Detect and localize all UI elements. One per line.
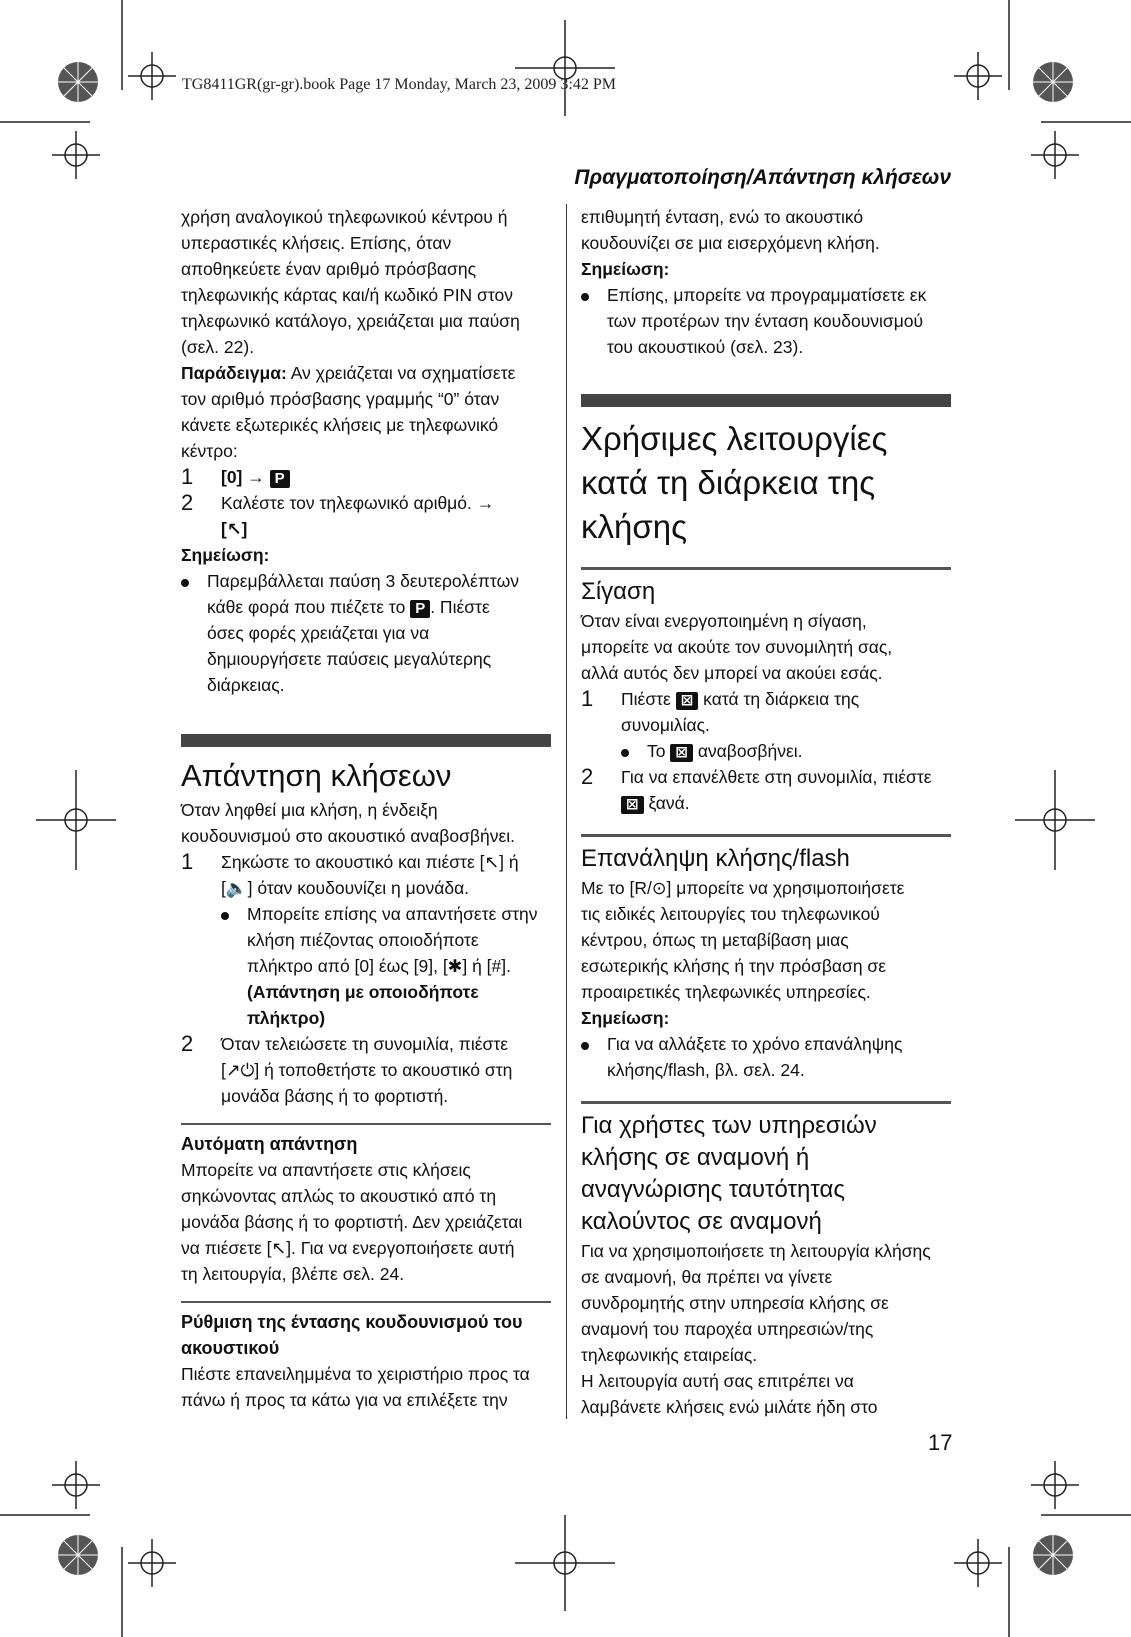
- step-text: ξανά.: [643, 793, 690, 813]
- title-line: αναγνώρισης ταυτότητας: [581, 1176, 845, 1203]
- note-line: κλήσης/flash, βλ. σελ. 24.: [607, 1060, 805, 1080]
- title-line: κλήσης: [581, 508, 687, 545]
- answer-intro: Όταν ληφθεί μια κλήση, η ένδειξη: [181, 800, 438, 820]
- left-column: [181, 204, 551, 1413]
- step-text: Σηκώστε το ακουστικό και πιέστε [↖] ή: [221, 852, 519, 872]
- intro-line: υπεραστικές κλήσεις. Επίσης, όταν: [181, 233, 452, 253]
- step-text: Όταν τελειώσετε τη συνομιλία, πιέστε: [221, 1034, 509, 1054]
- mute-title: Σίγαση: [581, 567, 951, 608]
- example-step-2: [181, 490, 551, 542]
- auto-line: τη λειτουργία, βλέπε σελ. 24.: [181, 1264, 405, 1284]
- bullet-icon: [581, 282, 607, 360]
- bullet-icon: [621, 738, 647, 764]
- step-text: Καλέστε τον τηλεφωνικό αριθμό. →: [221, 493, 495, 513]
- redial-line: κέντρου, όπως τη μεταβίβαση μιας: [581, 930, 849, 950]
- page-number: 17: [928, 1430, 953, 1455]
- bullet-text: αναβοσβήνει.: [692, 741, 803, 761]
- bullet-icon: [221, 901, 247, 1031]
- mute-step-2: [581, 764, 951, 816]
- bullet-bold: (Απάντηση με οποιοδήποτε: [247, 982, 479, 1002]
- ringer-line: Πιέστε επανειλημμένα το χειριστήριο προς τα: [181, 1364, 530, 1384]
- ringer-title-line: ακουστικού: [181, 1338, 280, 1358]
- cw-line: λαμβάνετε κλήσεις ενώ μιλάτε ήδη στο: [581, 1397, 878, 1417]
- step-text: [🔈] όταν κουδουνίζει η μονάδα.: [221, 878, 470, 898]
- arrow: →: [247, 467, 265, 487]
- answer-intro: κουδουνισμού στο ακουστικό αναβοσβήνει.: [181, 826, 516, 846]
- ringer-line: πάνω ή προς τα κάτω για να επιλέξετε την: [181, 1390, 508, 1410]
- mute-intro: αλλά αυτός δεν μπορεί να ακούει εσάς.: [581, 663, 883, 683]
- bullet-icon: [181, 568, 207, 698]
- cw-line: Η λειτουργία αυτή σας επιτρέπει να: [581, 1371, 854, 1391]
- bullet-text: πλήκτρο από [0] έως [9], [✱] ή [#].: [247, 956, 511, 976]
- cw-line: τηλεφωνικής εταιρείας.: [581, 1345, 758, 1365]
- note-line: Για να αλλάξετε το χρόνο επανάληψης: [607, 1034, 903, 1054]
- bullet-bold: πλήκτρο): [247, 1008, 326, 1028]
- bullet-text: Το: [647, 741, 671, 761]
- note-line: κάθε φορά που πιέζετε το: [207, 597, 411, 617]
- auto-line: μονάδα βάσης ή το φορτιστή. Δεν χρειάζεται: [181, 1212, 523, 1232]
- step-text: Πιέστε: [621, 689, 676, 709]
- answer-bullet: [221, 901, 551, 1031]
- step-text: [↗⏻] ή τοποθετήστε το ακουστικό στη: [221, 1060, 513, 1080]
- mute-intro: μπορείτε να ακούτε τον συνομιλητή σας,: [581, 637, 893, 657]
- step-text: μονάδα βάσης ή το φορτιστή.: [221, 1086, 449, 1106]
- talk-key-icon: [↖]: [221, 519, 248, 539]
- mute-key-icon: ⊠: [670, 744, 693, 762]
- redial-line: Με το [R/⊙] μπορείτε να χρησιμοποιήσετε: [581, 878, 905, 898]
- note-label: Σημείωση:: [181, 545, 270, 565]
- redial-line: εσωτερικής κλήσης ή την πρόσβαση σε: [581, 956, 887, 976]
- auto-line: σηκώνοντας απλώς το ακουστικό από τη: [181, 1186, 497, 1206]
- auto-line: Μπορείτε να απαντήσετε στις κλήσεις: [181, 1160, 471, 1180]
- title-line: κατά τη διάρκεια της: [581, 464, 876, 501]
- mute-key-icon: ⊠: [621, 796, 644, 814]
- section-header: Πραγματοποίηση/Απάντηση κλήσεων: [574, 166, 951, 189]
- step-text: Για να επανέλθετε στη συνομιλία, πιέστε: [621, 767, 932, 787]
- example-line: τον αριθμό πρόσβασης γραμμής “0” όταν: [181, 389, 500, 409]
- redial-line: προαιρετικές τηλεφωνικές υπηρεσίες.: [581, 982, 871, 1002]
- zero-key: [0]: [221, 467, 243, 487]
- note-label: Σημείωση:: [581, 1008, 670, 1028]
- note-line: δημιουργήσετε παύσεις μεγαλύτερης: [207, 649, 492, 669]
- auto-line: να πιέσετε [↖]. Για να ενεργοποιήσετε αυτή: [181, 1238, 515, 1258]
- pause-key-icon: P: [270, 470, 290, 488]
- column-divider: [566, 204, 567, 1419]
- note-line: των προτέρων την ένταση κουδουνισμού: [607, 311, 924, 331]
- example-line: κέντρο:: [181, 441, 238, 461]
- bullet-icon: [581, 1031, 607, 1083]
- section-bar: [181, 734, 551, 747]
- ringer-volume-title: [181, 1301, 551, 1361]
- auto-answer-title: Αυτόματη απάντηση: [181, 1123, 551, 1157]
- step-text: συνομιλίας.: [621, 715, 710, 735]
- intro-line: αποθηκεύετε έναν αριθμό πρόσβασης: [181, 259, 477, 279]
- cont-line: επιθυμητή ένταση, ενώ το ακουστικό: [581, 207, 864, 227]
- step-number: 1: [581, 686, 594, 711]
- title-line: κλήσης σε αναμονή ή: [581, 1144, 810, 1171]
- step-number: 2: [181, 490, 194, 515]
- example-step-1: [181, 464, 551, 490]
- note-bullet: [581, 282, 951, 360]
- intro-line: (σελ. 22).: [181, 337, 255, 357]
- mute-bullet: [621, 738, 951, 764]
- intro-line: τηλεφωνικής κάρτας και/ή κωδικό PIN στον: [181, 285, 514, 305]
- example-paragraph: [181, 360, 551, 386]
- title-line: Για χρήστες των υπηρεσιών: [581, 1112, 877, 1139]
- title-line: καλούντος σε αναμονή: [581, 1208, 822, 1235]
- ringer-title-line: Ρύθμιση της έντασης κουδουνισμού του: [181, 1312, 523, 1332]
- cont-line: κουδουνίζει σε μια εισερχόμενη κλήση.: [581, 233, 880, 253]
- note-line: . Πιέστε: [430, 597, 490, 617]
- mute-step-1: [581, 686, 951, 764]
- cw-line: σε αναμονή, θα πρέπει να γίνετε: [581, 1267, 833, 1287]
- note-line: Παρεμβάλλεται παύση 3 δευτερολέπτων: [207, 571, 520, 591]
- note-line: όσες φορές χρειάζεται για να: [207, 623, 430, 643]
- step-number: 2: [181, 1031, 194, 1056]
- section-bar: [581, 394, 951, 407]
- cw-line: συνδρομητής στην υπηρεσία κλήσης σε: [581, 1293, 889, 1313]
- bullet-text: Μπορείτε επίσης να απαντήσετε στην: [247, 904, 538, 924]
- bullet-text: κλήση πιέζοντας οποιοδήποτε: [247, 930, 479, 950]
- example-text: Αν χρειάζεται να σχηματίσετε: [286, 363, 516, 383]
- intro-line: χρήση αναλογικού τηλεφωνικού κέντρου ή: [181, 207, 508, 227]
- cw-line: Για να χρησιμοποιήσετε τη λειτουργία κλήσης: [581, 1241, 931, 1261]
- note-bullet: [181, 568, 551, 698]
- pause-key-icon: P: [410, 600, 430, 618]
- mute-intro: Όταν είναι ενεργοποιημένη η σίγαση,: [581, 611, 867, 631]
- book-file-header: TG8411GR(gr-gr).book Page 17 Monday, March 23, 2009 3:42 PM: [182, 76, 616, 93]
- step-text: κατά τη διάρκεια της: [698, 689, 860, 709]
- example-label: Παράδειγμα:: [181, 363, 287, 383]
- mute-key-icon: ⊠: [676, 692, 699, 710]
- features-section-title: [581, 417, 951, 549]
- note-line: διάρκειας.: [207, 675, 285, 695]
- redial-title: Επανάληψη κλήσης/flash: [581, 834, 951, 875]
- redial-note-bullet: [581, 1031, 951, 1083]
- right-column: [581, 204, 951, 1420]
- cw-line: αναμονή του παροχέα υπηρεσιών/της: [581, 1319, 874, 1339]
- note-line: του ακουστικού (σελ. 23).: [607, 337, 804, 357]
- title-line: Χρήσιμες λειτουργίες: [581, 420, 888, 457]
- step-number: 2: [581, 764, 594, 789]
- step-number: 1: [181, 464, 194, 489]
- note-line: Επίσης, μπορείτε να προγραμματίσετε εκ: [607, 285, 927, 305]
- redial-line: τις ειδικές λειτουργίες του τηλεφωνικού: [581, 904, 880, 924]
- answer-section-title: Απάντηση κλήσεων: [181, 758, 452, 793]
- answer-step-2: [181, 1031, 551, 1109]
- call-waiting-title: [581, 1101, 951, 1238]
- answer-step-1: [181, 849, 551, 1031]
- intro-line: τηλεφωνικό κατάλογο, χρειάζεται μια παύση: [181, 311, 520, 331]
- step-number: 1: [181, 849, 194, 874]
- note-label: Σημείωση:: [581, 259, 670, 279]
- example-line: κάνετε εξωτερικές κλήσεις με τηλεφωνικό: [181, 415, 499, 435]
